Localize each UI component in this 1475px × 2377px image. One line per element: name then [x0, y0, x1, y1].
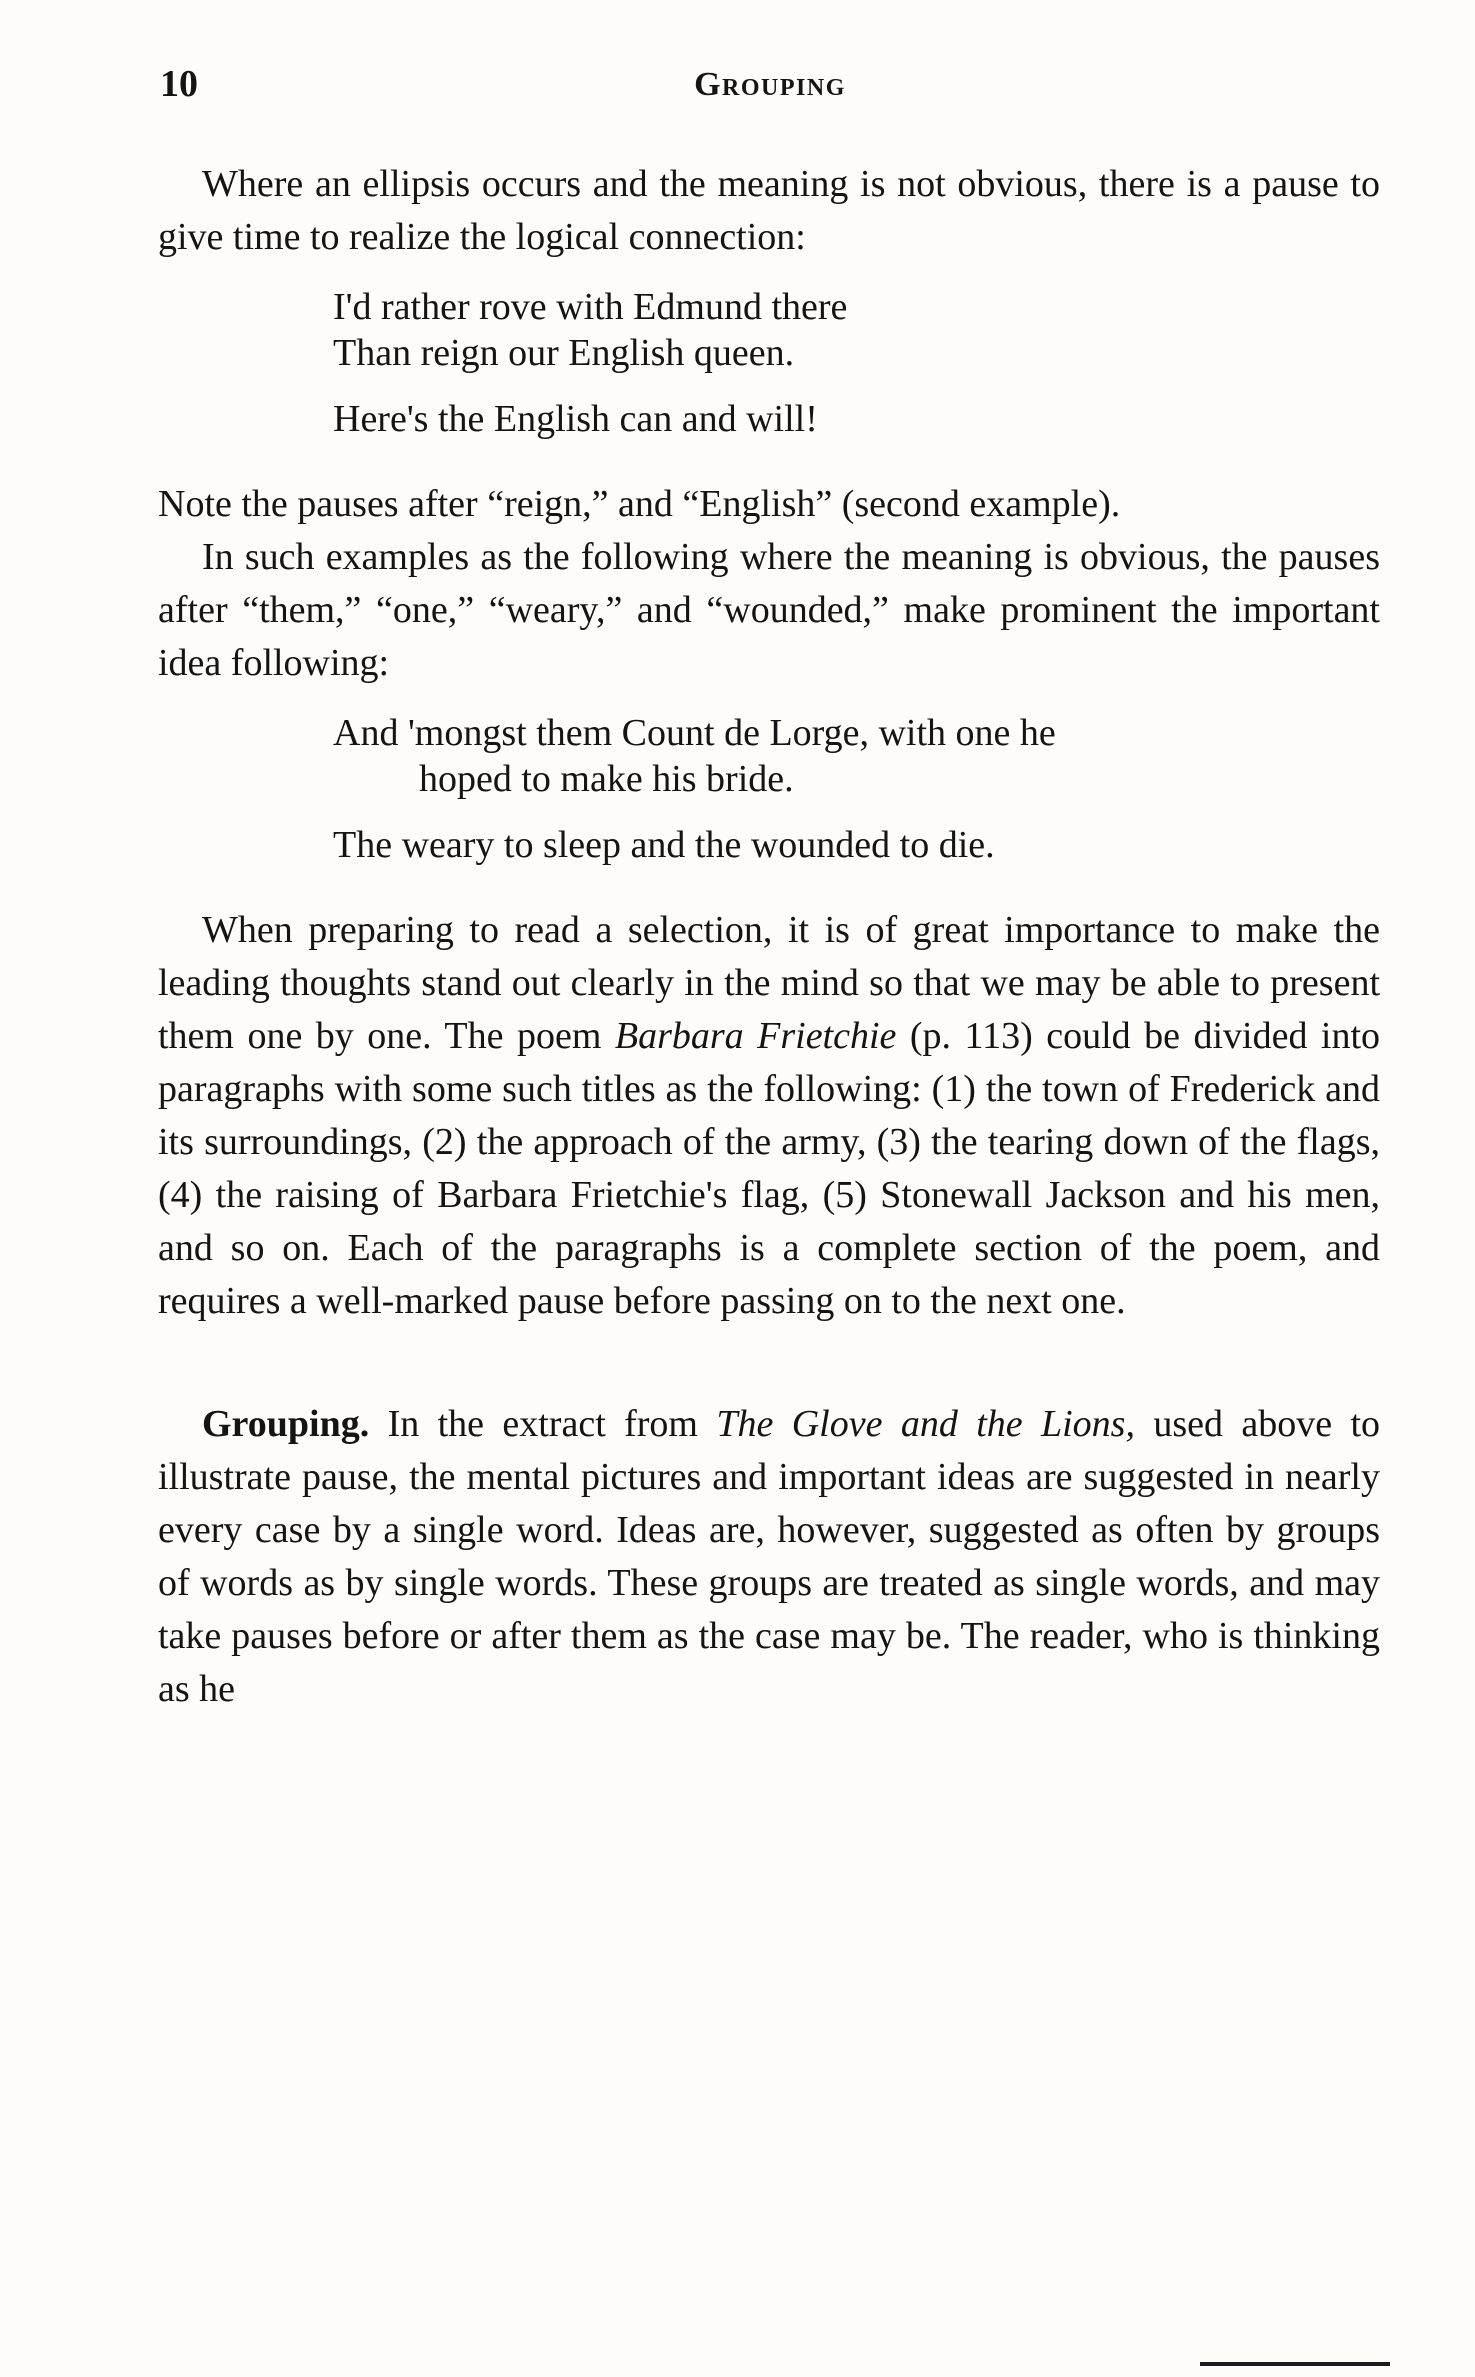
verse-example-1	[158, 284, 1380, 376]
verse-line: The weary to sleep and the wounded to die.	[333, 824, 995, 866]
ellipsis-note: Note the pauses after “reign,” and “English” (second example).	[158, 483, 1121, 525]
verse-line: hoped to make his bride.	[419, 758, 794, 800]
extract-title: The Glove and the Lions,	[716, 1403, 1135, 1445]
grouping-paragraph	[158, 1398, 1380, 1716]
verse-line: Here's the English can and will!	[333, 398, 818, 440]
grouping-text-before: In the extract from	[387, 1403, 698, 1445]
verse-example-3	[158, 710, 1380, 802]
poem-title: Barbara Frietchie	[614, 1015, 897, 1057]
verse-line: Than reign our English queen.	[333, 332, 795, 374]
grouping-text-after: used above to illustrate pause, the mental pictures and important ideas are suggested in nearly every case by a single word. Ideas are, however, suggested as often by groups of words as by single words. These groups are treated as single words, and may take pauses before or after them as the case may be. The reader, who is thinking as he	[158, 1403, 1381, 1710]
preparing-text-after: (p. 113) could be divided into paragraphs with some such titles as the following: (1) the town of Frederick and its surroundings, (2) the approach of the army, (3) the tearing down of the flags, (4) the raising of Barbara Frietchie's flag, (5) Stonewall Jackson and his men, and so on. Each of the paragraphs is a complete section of the poem, and requires a well-marked pause before passing on to the next one.	[158, 1015, 1381, 1322]
page-header	[160, 62, 1380, 122]
page-number: 10	[160, 63, 198, 105]
obvious-intro: In such examples as the following where the meaning is obvious, the pauses after “them,” “one,” “weary,” and “wounded,” make prominent the important idea following:	[158, 536, 1380, 684]
footer-rule	[1200, 2362, 1390, 2366]
ellipsis-intro: Where an ellipsis occurs and the meaning is not obvious, there is a pause to give time to realize the logical connection:	[158, 163, 1380, 258]
preparing-text-before: When preparing to read a selection, it is of great importance to make the leading thoughts stand out clearly in the mind so that we may be able to present them one by one. The poem	[158, 909, 1380, 1057]
verse-example-2	[158, 396, 1380, 442]
verse-example-4	[158, 822, 1380, 868]
preparing-paragraph	[158, 904, 1380, 1328]
verse-line: And 'mongst them Count de Lorge, with one he	[333, 712, 1056, 754]
grouping-heading: Grouping.	[202, 1403, 370, 1445]
running-head: Grouping	[694, 66, 846, 103]
body-text	[158, 158, 1380, 1716]
verse-line: I'd rather rove with Edmund there	[333, 286, 848, 328]
